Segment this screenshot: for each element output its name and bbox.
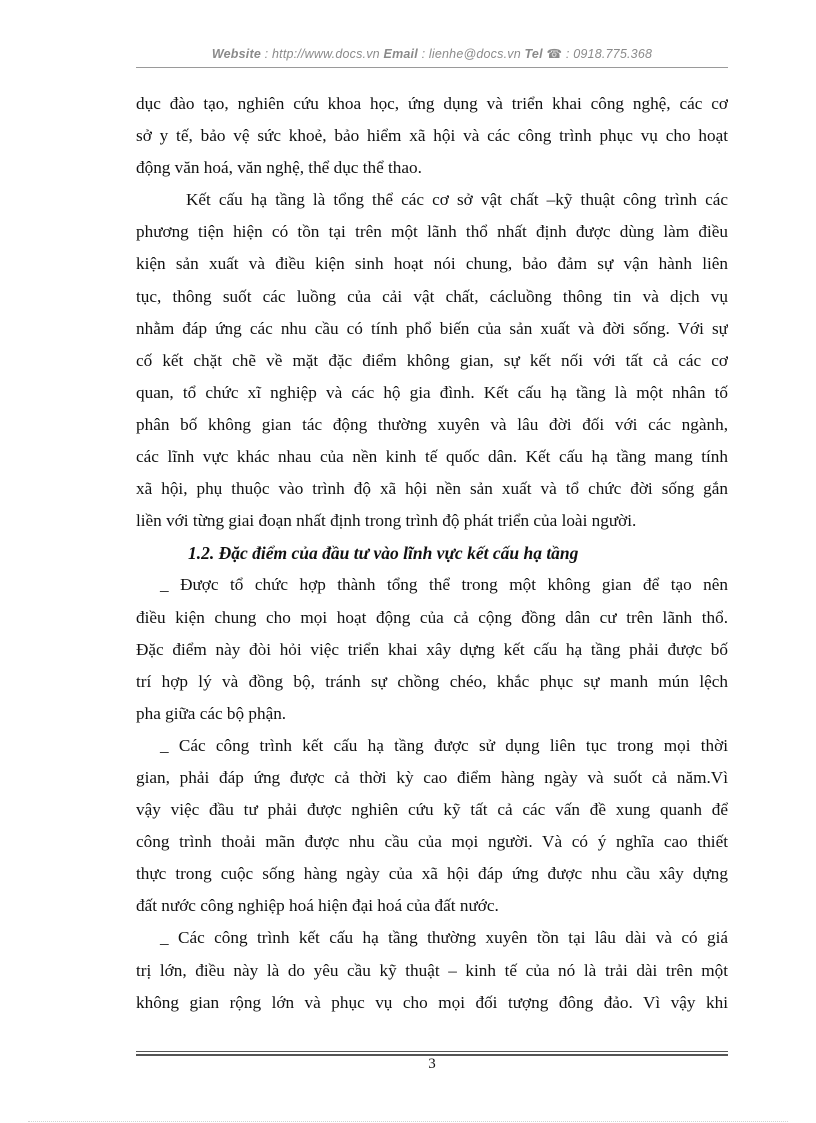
body-line: vậy việc đầu tư phải được nghiên cứu kỹ tất cả các vấn đề xung quanh để [136,800,728,820]
body-line: động văn hoá, văn nghệ, thể dục thể thao. [136,158,422,178]
body-line: đất nước công nghiệp hoá hiện đại hoá của đất nước. [136,896,499,916]
header-tel-label: Tel [524,47,543,61]
body-line: Đặc điểm này đòi hỏi việc triển khai xây dựng kết cấu hạ tầng phải được bố [136,639,728,659]
body-line: _ Được tổ chức hợp thành tổng thể trong một không gian để tạo nên [160,575,728,595]
body-line: phương tiện hiện có tồn tại trên một lãnh thổ nhất định được dùng làm điều [136,222,728,242]
page-header [136,46,728,68]
header-website-label: Website [211,47,261,61]
body-line: công trình thoải mãn được nhu cầu của mọi người. Và có ý nghĩa cao thiết [136,832,728,852]
body-line: dục đào tạo, nghiên cứu khoa học, ứng dụng và triển khai công nghệ, các cơ [136,94,728,113]
body-line: không gian rộng lớn và phục vụ cho mọi đối tượng đông đảo. Vì vậy khi [136,992,728,1012]
body-line: _ Các công trình kết cấu hạ tầng được sử dụng liên tục trong mọi thời [160,735,728,755]
body-line: liền với từng giai đoạn nhất định trong trình độ phát triển của loài người. [136,511,637,531]
body-line: các lĩnh vực khác nhau của nền kinh tế quốc dân. Kết cấu hạ tầng mang tính [136,447,728,467]
section-heading: 1.2. Đặc điểm của đầu tư vào lĩnh vực kết cấu hạ tầng [188,543,579,564]
document-body [136,88,728,1019]
body-line: nhằm đáp ứng các nhu cầu có tính phổ biến của sản xuất và đời sống. Với sự [136,318,728,338]
body-line: gian, phải đáp ứng được cả thời kỳ cao điểm hàng ngày và suốt cả năm.Vì [136,767,728,787]
header-email-value: : lienhe@docs.vn [421,47,521,61]
header-tel-value: : 0918.775.368 [565,47,653,61]
body-line: kiện sản xuất và điều kiện sinh hoạt nói chung, bảo đảm sự vận hành liên [136,254,728,274]
header-website-value: : http://www.docs.vn [264,47,380,61]
body-line: _ Các công trình kết cấu hạ tầng thường xuyên tồn tại lâu dài và có giá [160,928,728,948]
body-line: tục, thông suốt các luồng của cải vật chất, cácluồng thông tin và dịch vụ [136,286,728,306]
footer-divider [136,1051,728,1052]
page-edge-dots [28,1121,788,1122]
page-number: 3 [428,1056,436,1072]
body-line: Kết cấu hạ tầng là tổng thể các cơ sở vật chất –kỹ thuật công trình các [186,190,728,210]
body-line: quan, tổ chức xĩ nghiệp và các hộ gia đình. Kết cấu hạ tầng là một nhân tố [136,382,728,402]
phone-icon: ☎ [546,47,563,61]
body-line: trí hợp lý và đồng bộ, tránh sự chồng chéo, khắc phục sự manh mún lệch [136,671,728,691]
body-line: cố kết chặt chẽ về mặt đặc điểm không gian, sự kết nối với tất cả các cơ [136,350,728,370]
body-line: điều kiện chung cho mọi hoạt động của cả cộng đồng dân cư trên lãnh thổ. [136,607,728,627]
body-line: pha giữa các bộ phận. [136,703,287,723]
body-line: phân bố không gian tác động thường xuyên và lâu đời đối với các ngành, [136,414,728,434]
header-divider [136,67,728,68]
header-email-label: Email [383,47,418,61]
body-line: xã hội, phụ thuộc vào trình độ xã hội nền sản xuất và tổ chức đời sống gắn [136,479,728,499]
body-line: thực trong cuộc sống hàng ngày của xã hội đáp ứng được nhu cầu xây dựng [136,864,728,884]
body-line: sở y tế, bảo vệ sức khoẻ, bảo hiểm xã hội và các công trình phục vụ cho hoạt [136,126,728,146]
body-line: trị lớn, điều này là do yêu cầu kỹ thuật – kinh tế của nó là trải dài trên một [136,960,728,980]
